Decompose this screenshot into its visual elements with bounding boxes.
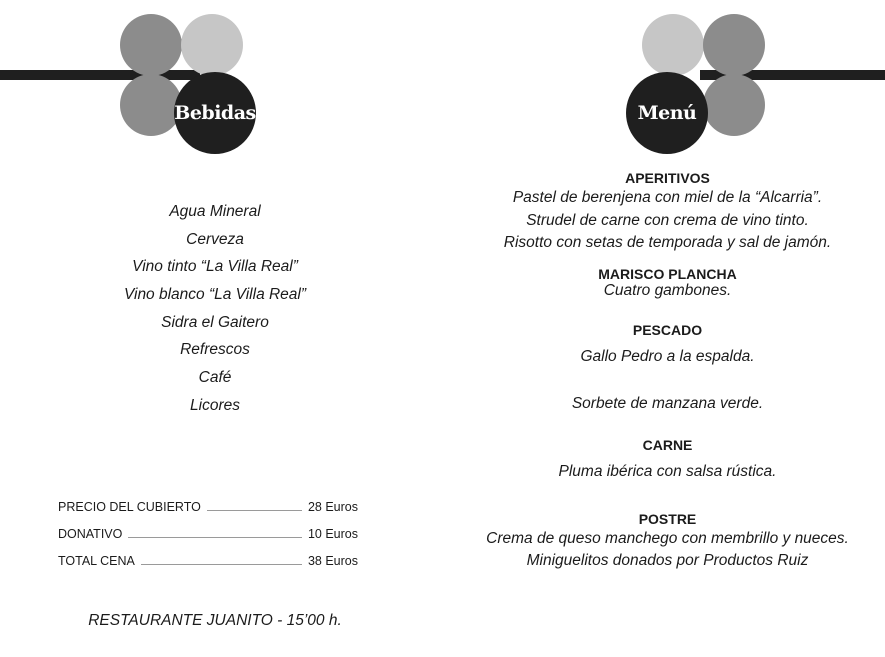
drink-item: Sidra el Gaitero [161, 313, 269, 331]
price-value: 38 Euros [307, 554, 358, 568]
drink-item: Café [198, 369, 232, 387]
price-label: TOTAL CENA [58, 554, 135, 568]
drink-item: Vino blanco “La Villa Real” [123, 286, 307, 304]
menu-section-carne [450, 437, 885, 482]
price-label: PRECIO DEL CUBIERTO [58, 500, 201, 514]
dish-item: Risotto con setas de temporada y sal de jamón. [503, 234, 832, 251]
section-title: POSTRE [638, 511, 697, 527]
menu-badge: Menú [626, 72, 708, 154]
dish-item: Cuatro gambones. [603, 282, 732, 299]
dish-item: Miniguelitos donados por Productos Ruiz [526, 552, 809, 569]
price-value: 28 Euros [307, 500, 358, 514]
section-title: MARISCO PLANCHA [598, 266, 737, 282]
menu-section-marisco [450, 266, 885, 299]
drink-item: Licores [190, 396, 240, 414]
price-row-donativo [58, 527, 358, 554]
dish-item: Strudel de carne con crema de vino tinto. [526, 211, 809, 229]
price-leader-line [141, 563, 302, 565]
dish-item: Crema de queso manchego con membrillo y nueces. [486, 530, 849, 547]
petal-bottom-right [703, 74, 765, 136]
dish-item: Sorbete de manzana verde. [571, 395, 764, 412]
menu-section-pescado [450, 322, 885, 414]
section-title: PESCADO [632, 322, 703, 338]
price-row-cubierto [58, 500, 358, 527]
bebidas-badge: Bebidas [174, 72, 256, 154]
petal-top-right [703, 14, 765, 76]
menu-clover-logo [0, 0, 885, 160]
menu-section-aperitivos [450, 170, 885, 255]
drink-item: Agua Mineral [169, 203, 261, 220]
section-title: CARNE [642, 437, 693, 453]
price-value: 10 Euros [307, 527, 358, 541]
drink-item: Cerveza [186, 230, 244, 248]
drink-item: Refrescos [180, 341, 250, 359]
petal-top-left [642, 14, 704, 76]
section-title: APERITIVOS [625, 170, 710, 186]
price-leader-line [207, 509, 302, 511]
drink-item: Vino tinto “La Villa Real” [132, 258, 298, 276]
dish-item: Gallo Pedro a la espalda. [580, 348, 755, 365]
price-leader-line [128, 536, 302, 538]
price-row-total [58, 554, 358, 581]
price-table [58, 500, 358, 581]
menu-section-postre [450, 511, 885, 572]
dish-item: Pluma ibérica con salsa rústica. [558, 463, 777, 480]
drinks-list [90, 198, 340, 420]
price-label: DONATIVO [58, 527, 123, 541]
dish-item: Pastel de berenjena con miel de la “Alcarria”. [512, 189, 823, 206]
restaurant-footer: RESTAURANTE JUANITO - 15’00 h. [88, 612, 342, 629]
